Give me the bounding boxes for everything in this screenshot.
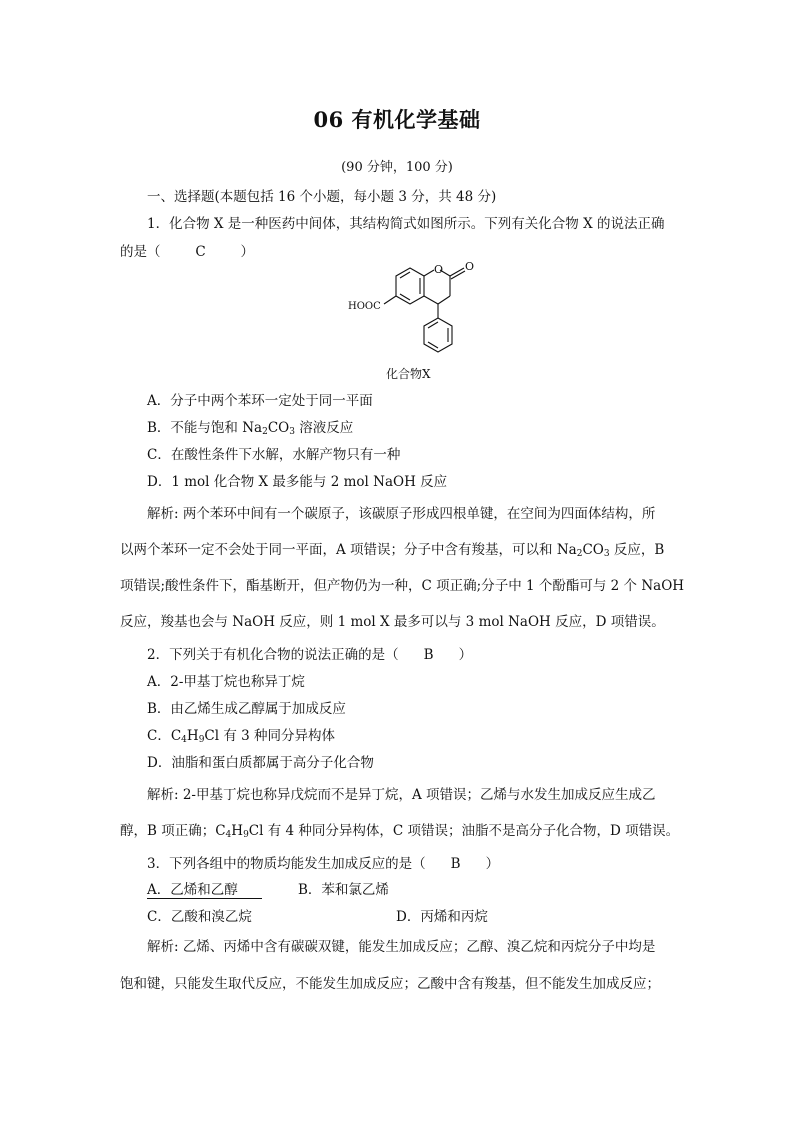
cooh-label: HOOC [348, 301, 381, 312]
q1-explanation-text2: 以两个苯环一定不会处于同一平面，A 项错误；分子中含有羧基，可以和 Na [120, 542, 577, 558]
q1-explanation-sub1: 2 [576, 549, 583, 559]
q1-option-b-text: B．不能与饱和 Na [147, 420, 263, 436]
compound-x-structure [340, 262, 480, 386]
q2-stem-prefix: 2．下列关于有机化合物的说法正确的是（ [147, 647, 399, 663]
q2-explanation-label: 解析 [147, 787, 174, 803]
q1-stem-suffix: ） [240, 244, 254, 260]
q2-explanation-line1 [147, 786, 656, 804]
q2-option-c-mid: H [186, 728, 199, 744]
q3-explanation-text1: : 乙烯、丙烯中含有碳碳双键，能发生加成反应；乙醇、溴乙烷和丙烷分子中均是 [174, 939, 656, 955]
q3-explanation-line1 [147, 938, 655, 956]
q3-option-b: B．苯和氯乙烯 [298, 882, 389, 898]
q1-option-d: D．1 mol 化合物 X 最多能与 2 mol NaOH 反应 [147, 474, 448, 490]
q1-explanation-text1: : 两个苯环中间有一个碳原子，该碳原子形成四根单键，在空间为四面体结构，所 [174, 506, 656, 522]
q2-stem-suffix: ） [458, 647, 473, 663]
q2-explanation-text1: : 2-甲基丁烷也称异戊烷而不是异丁烷，A 项错误；乙烯与水发生加成反应生成乙 [174, 787, 656, 803]
q2-explanation-post: Cl 有 4 种同分异构体，C 项错误；油脂不是高分子化合物，D 项错误。 [248, 823, 680, 839]
q1-option-b [147, 419, 353, 437]
q2-answer: B [423, 647, 434, 663]
exam-meta: (90 分钟，100 分) [341, 160, 453, 175]
q1-explanation-line2 [120, 541, 664, 559]
q1-stem-line2 [120, 243, 254, 261]
q1-explanation-line4: 反应，羧基也会与 NaOH 反应，则 1 mol X 最多可以与 3 mol NaOH 反应，D 项错误。 [120, 614, 665, 630]
q1-option-a: A．分子中两个苯环一定处于同一平面 [147, 393, 373, 409]
q2-explanation-mid: H [231, 823, 244, 839]
q1-option-b-sub1: 2 [262, 427, 268, 437]
q1-answer: C [195, 244, 206, 260]
compound-x-structure-diagram [340, 262, 480, 386]
q2-explanation-line2 [120, 822, 679, 840]
section-header: 一、选择题(本题包括 16 个小题，每小题 3 分，共 48 分) [147, 189, 497, 205]
q1-option-b-post: 溶液反应 [294, 420, 354, 436]
q1-explanation-label: 解析 [147, 506, 174, 522]
q1-stem-line1: 1．化合物 X 是一种医药中间体，其结构简式如图所示。下列有关化合物 X 的说法正确 [147, 216, 665, 232]
q3-option-d: D．丙烯和丙烷 [396, 909, 488, 925]
q1-explanation-post: 反应，B [609, 542, 665, 558]
q3-option-a [147, 881, 262, 899]
q2-explanation-sub1: 4 [225, 830, 232, 840]
q2-explanation-text2: 醇，B 项正确；C [120, 823, 226, 839]
q3-option-a-text: A．乙烯和乙醇 [147, 882, 262, 899]
page-title: 06 有机化学基础 [313, 107, 481, 132]
q2-option-b: B．由乙烯生成乙醇属于加成反应 [147, 701, 346, 717]
q2-option-c-sub2: 9 [198, 735, 205, 745]
q2-option-c-text: C．C [147, 728, 182, 744]
q3-stem-suffix: ） [485, 856, 500, 872]
q1-option-b-mid: CO [267, 420, 290, 436]
q1-option-c: C．在酸性条件下水解，水解产物只有一种 [147, 447, 401, 463]
q1-explanation-line1 [147, 505, 655, 523]
q3-stem-prefix: 3．下列各组中的物质均能发生加成反应的是（ [147, 856, 426, 872]
q2-option-d: D．油脂和蛋白质都属于高分子化合物 [147, 755, 374, 771]
q2-explanation-sub2: 9 [243, 830, 249, 840]
q1-stem-prefix: 的是（ [120, 244, 161, 260]
q2-option-c-sub1: 4 [181, 735, 187, 745]
q3-stem [147, 855, 499, 873]
q3-explanation-line2: 饱和键，只能发生取代反应，不能发生加成反应；乙酸中含有羧基，但不能发生加成反应； [120, 976, 660, 992]
carbonyl-oxygen-label: O [465, 262, 475, 273]
figure-caption: 化合物X [386, 367, 431, 381]
q1-explanation-sub2: 3 [603, 549, 610, 559]
q3-option-c: C．乙酸和溴乙烷 [147, 909, 252, 925]
q2-option-a: A．2-甲基丁烷也称异丁烷 [147, 674, 305, 690]
q1-explanation-mid: CO [582, 542, 604, 558]
q2-option-c-post: Cl 有 3 种同分异构体 [204, 728, 336, 744]
q1-explanation-line3: 项错误;酸性条件下，酯基断开，但产物仍为一种，C 项正确;分子中 1 个酚酯可与 2 个 NaOH [120, 578, 685, 594]
q1-option-b-sub2: 3 [289, 427, 295, 437]
ring-oxygen-label: O [434, 263, 444, 276]
q2-stem [147, 646, 472, 664]
q2-option-c [147, 727, 335, 745]
q3-explanation-label: 解析 [147, 939, 174, 955]
q3-answer: B [450, 856, 461, 872]
